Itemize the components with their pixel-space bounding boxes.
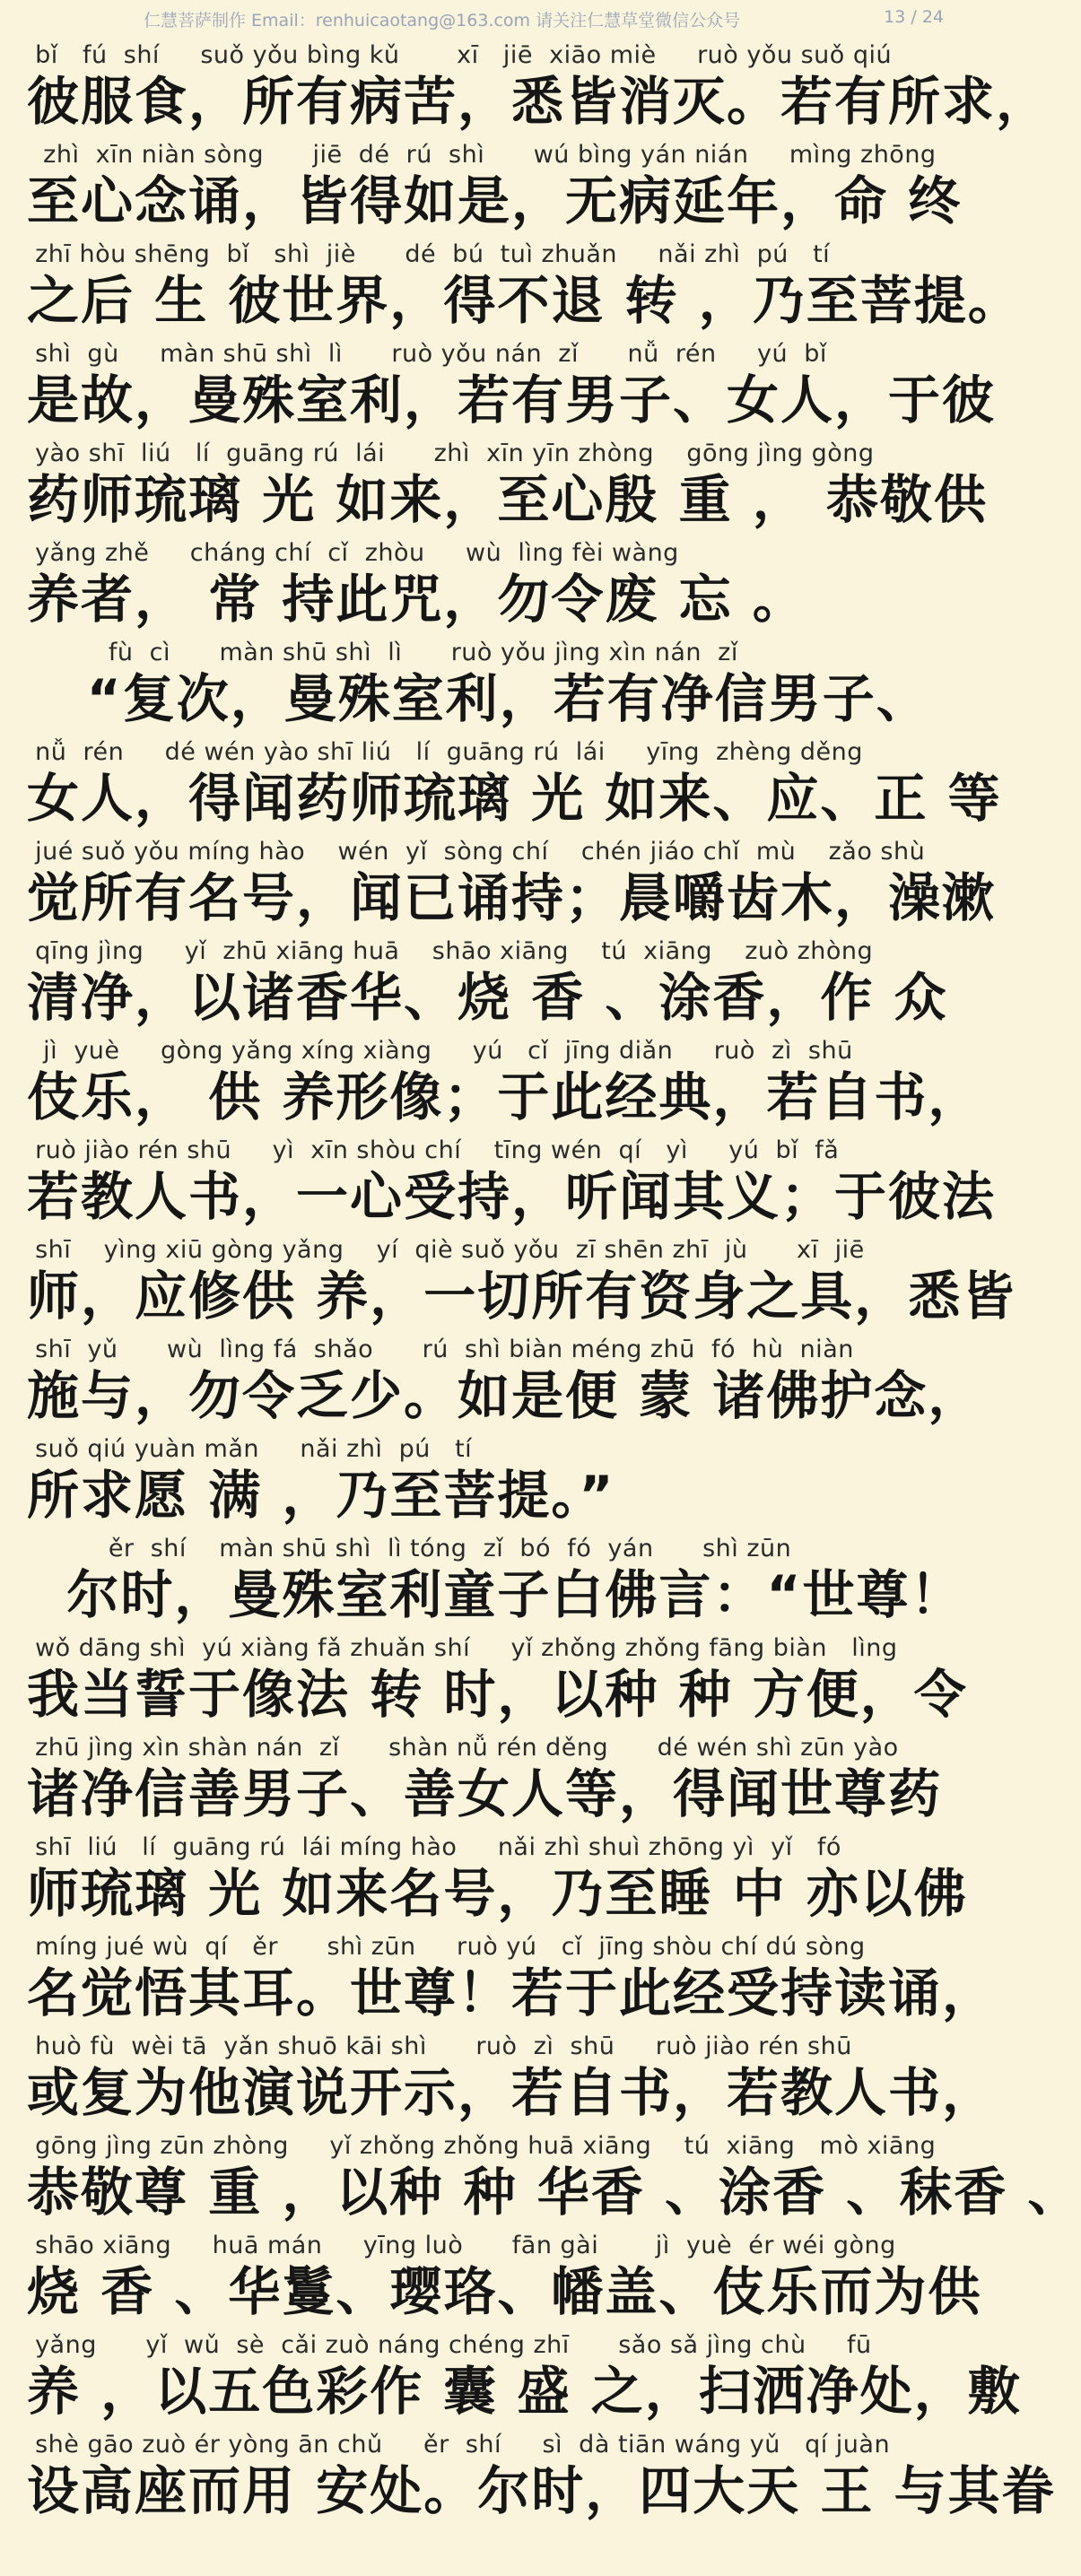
pinyin-line: shè gāo zuò ér yòng ān chǔ ěr shí sì dà tiān wáng yǔ qí juàn: [27, 2431, 891, 2459]
text-line: [0, 2328, 1022, 2427]
hanzi-line: 药师琉璃 光 如来，至心殷 重 ， 恭敬供: [27, 469, 988, 530]
hanzi-line: 我当誓于像法 转 时，以种 种 方便，令: [27, 1664, 968, 1725]
hanzi-line: 施与，勿令乏少。如是便 蒙 诸佛护念，: [27, 1365, 982, 1426]
page-header: [0, 0, 969, 39]
page-number: 13 / 24: [884, 7, 944, 27]
text-line: [0, 2029, 997, 2128]
text-line: [0, 1232, 1016, 1332]
pinyin-line: huò fù wèi tā yǎn shuō kāi shì ruò zì shū ruò jiào rén shū: [27, 2032, 852, 2060]
scripture-text: [0, 38, 1081, 2527]
pinyin-line: shī yìng xiū gòng yǎng yí qiè suǒ yǒu zī shēn zhī jù xī jiē: [27, 1236, 865, 1264]
hanzi-line: 是故，曼殊室利，若有男子、女人，于彼: [27, 370, 997, 431]
hanzi-line: “复次，曼殊室利，若有净信男子、: [27, 668, 930, 729]
hanzi-line: 至心念诵，皆得如是，无病延年，命 终: [27, 170, 963, 231]
hanzi-line: 烧 香 、华鬘、璎珞、幡盖、伎乐而为供: [27, 2261, 982, 2322]
text-line: [0, 1133, 997, 1232]
text-line: [0, 735, 1002, 834]
hanzi-line: 名觉悟其耳。世尊！若于此经受持读诵，: [27, 1962, 997, 2023]
pinyin-line: nǚ rén dé wén yào shī liú lí guāng rú lái yīng zhèng děng: [27, 738, 863, 766]
text-line: [0, 436, 988, 535]
text-line: [0, 535, 969, 635]
pinyin-line: míng jué wù qí ěr shì zūn ruò yú cǐ jīng shòu chí dú sòng: [27, 1933, 866, 1961]
pinyin-line: wǒ dāng shì yú xiàng fǎ zhuǎn shí yǐ zhǒng zhǒng fāng biàn lìng: [27, 1634, 898, 1662]
pinyin-line: zhì xīn niàn sòng jiē dé rú shì wú bìng yán nián mìng zhōng: [27, 141, 937, 169]
text-line: [0, 2228, 982, 2328]
text-line: [0, 38, 1050, 137]
pinyin-line: gōng jìng zūn zhòng yǐ zhǒng zhǒng huā xiāng tú xiāng mò xiāng: [27, 2132, 937, 2160]
text-line: [0, 1033, 982, 1133]
text-line: [0, 137, 969, 237]
hanzi-line: 之后 生 彼世界，得不退 转 ，乃至菩提。: [27, 270, 1022, 331]
hanzi-line: 师，应修供 养，一切所有资身之具，悉皆: [27, 1266, 1016, 1327]
text-line: [0, 635, 969, 735]
hanzi-line: 彼服食，所有病苦，悉皆消灭。若有所求，: [27, 71, 1050, 132]
pinyin-line: ruò jiào rén shū yì xīn shòu chí tīng wén qí yì yú bǐ fǎ: [27, 1136, 840, 1164]
pinyin-line: zhī hòu shēng bǐ shì jiè dé bú tuì zhuǎn nǎi zhì pú tí: [27, 240, 831, 268]
hanzi-line: 师琉璃 光 如来名号，乃至睡 中 亦以佛: [27, 1863, 968, 1924]
hanzi-line: 设高座而用 安处。尔时，四大天 王 与其眷: [27, 2460, 1056, 2521]
pinyin-line: zhū jìng xìn shàn nán zǐ shàn nǚ rén děng dé wén shì zūn yào: [27, 1734, 899, 1762]
pinyin-line: shì gù màn shū shì lì ruò yǒu nán zǐ nǚ rén yú bǐ: [27, 340, 827, 368]
pinyin-line: yǎng zhě cháng chí cǐ zhòu wù lìng fèi wàng: [27, 539, 679, 567]
pinyin-line: yào shī liú lí guāng rú lái zhì xīn yīn zhòng gōng jìng gòng: [27, 439, 875, 467]
pinyin-line: jué suǒ yǒu míng hào wén yǐ sòng chí chén jiáo chǐ mù zǎo shù: [27, 838, 926, 866]
header-credit: 仁慧菩萨制作 Email：renhuicaotang@163.com 请关注仁慧草堂微信公众号: [144, 11, 741, 30]
hanzi-line: 所求愿 满 ，乃至菩提。”: [27, 1465, 615, 1526]
hanzi-line: 恭敬尊 重 ，以种 种 华香 、涂香 、秣香 、: [27, 2162, 1081, 2223]
text-line: [0, 1929, 997, 2029]
text-line: [0, 1631, 969, 1730]
text-line: [0, 934, 969, 1033]
hanzi-line: 若教人书，一心受持，听闻其义；于彼法: [27, 1166, 997, 1227]
hanzi-line: 觉所有名号，闻已诵持；晨嚼齿木，澡漱: [27, 867, 997, 928]
hanzi-line: 养者， 常 持此咒，勿令废 忘 。: [27, 569, 806, 630]
text-line: [0, 1730, 969, 1830]
hanzi-line: 女人，得闻药师琉璃 光 如来、应、正 等: [27, 768, 1002, 829]
pinyin-line: shī yǔ wù lìng fá shǎo rú shì biàn méng zhū fó hù niàn: [27, 1336, 854, 1363]
pinyin-line: qīng jìng yǐ zhū xiāng huā shāo xiāng tú xiāng zuò zhòng: [27, 937, 874, 965]
text-line: [0, 1531, 969, 1631]
hanzi-line: 养 ，以五色彩作 囊 盛 之，扫洒净处，敷: [27, 2361, 1022, 2422]
hanzi-line: 清净，以诸香华、烧 香 、涂香，作 众: [27, 967, 948, 1028]
text-line: [0, 1332, 982, 1432]
hanzi-line: 尔时，曼殊室利童子白佛言：“世尊！: [27, 1564, 964, 1625]
pinyin-line: yǎng yǐ wǔ sè cǎi zuò náng chéng zhī sǎo sǎ jìng chù fū: [27, 2331, 872, 2359]
pinyin-line: ěr shí màn shū shì lì tóng zǐ bó fó yán shì zūn: [27, 1535, 792, 1562]
pinyin-line: suǒ qiú yuàn mǎn nǎi zhì pú tí: [27, 1435, 473, 1463]
pinyin-line: bǐ fú shí suǒ yǒu bìng kǔ xī jiē xiāo miè ruò yǒu suǒ qiú: [27, 41, 893, 69]
hanzi-line: 伎乐， 供 养形像；于此经典，若自书，: [27, 1066, 982, 1127]
hanzi-line: 诸净信善男子、善女人等，得闻世尊药: [27, 1763, 943, 1824]
text-line: [0, 2128, 1081, 2228]
pinyin-line: shī liú lí guāng rú lái míng hào nǎi zhì shuì zhōng yì yǐ fó: [27, 1833, 841, 1861]
text-line: [0, 237, 1022, 336]
text-line: [0, 336, 997, 436]
text-line: [0, 834, 997, 934]
hanzi-line: 或复为他演说开示，若自书，若教人书，: [27, 2062, 997, 2123]
text-line: [0, 2427, 1056, 2527]
pinyin-line: fù cì màn shū shì lì ruò yǒu jìng xìn nán zǐ: [27, 639, 738, 666]
text-line: [0, 1830, 969, 1929]
pinyin-line: jì yuè gòng yǎng xíng xiàng yú cǐ jīng diǎn ruò zì shū: [27, 1037, 853, 1065]
text-line: [0, 1432, 969, 1531]
pinyin-line: shāo xiāng huā mán yīng luò fān gài jì yuè ér wéi gòng: [27, 2232, 896, 2259]
